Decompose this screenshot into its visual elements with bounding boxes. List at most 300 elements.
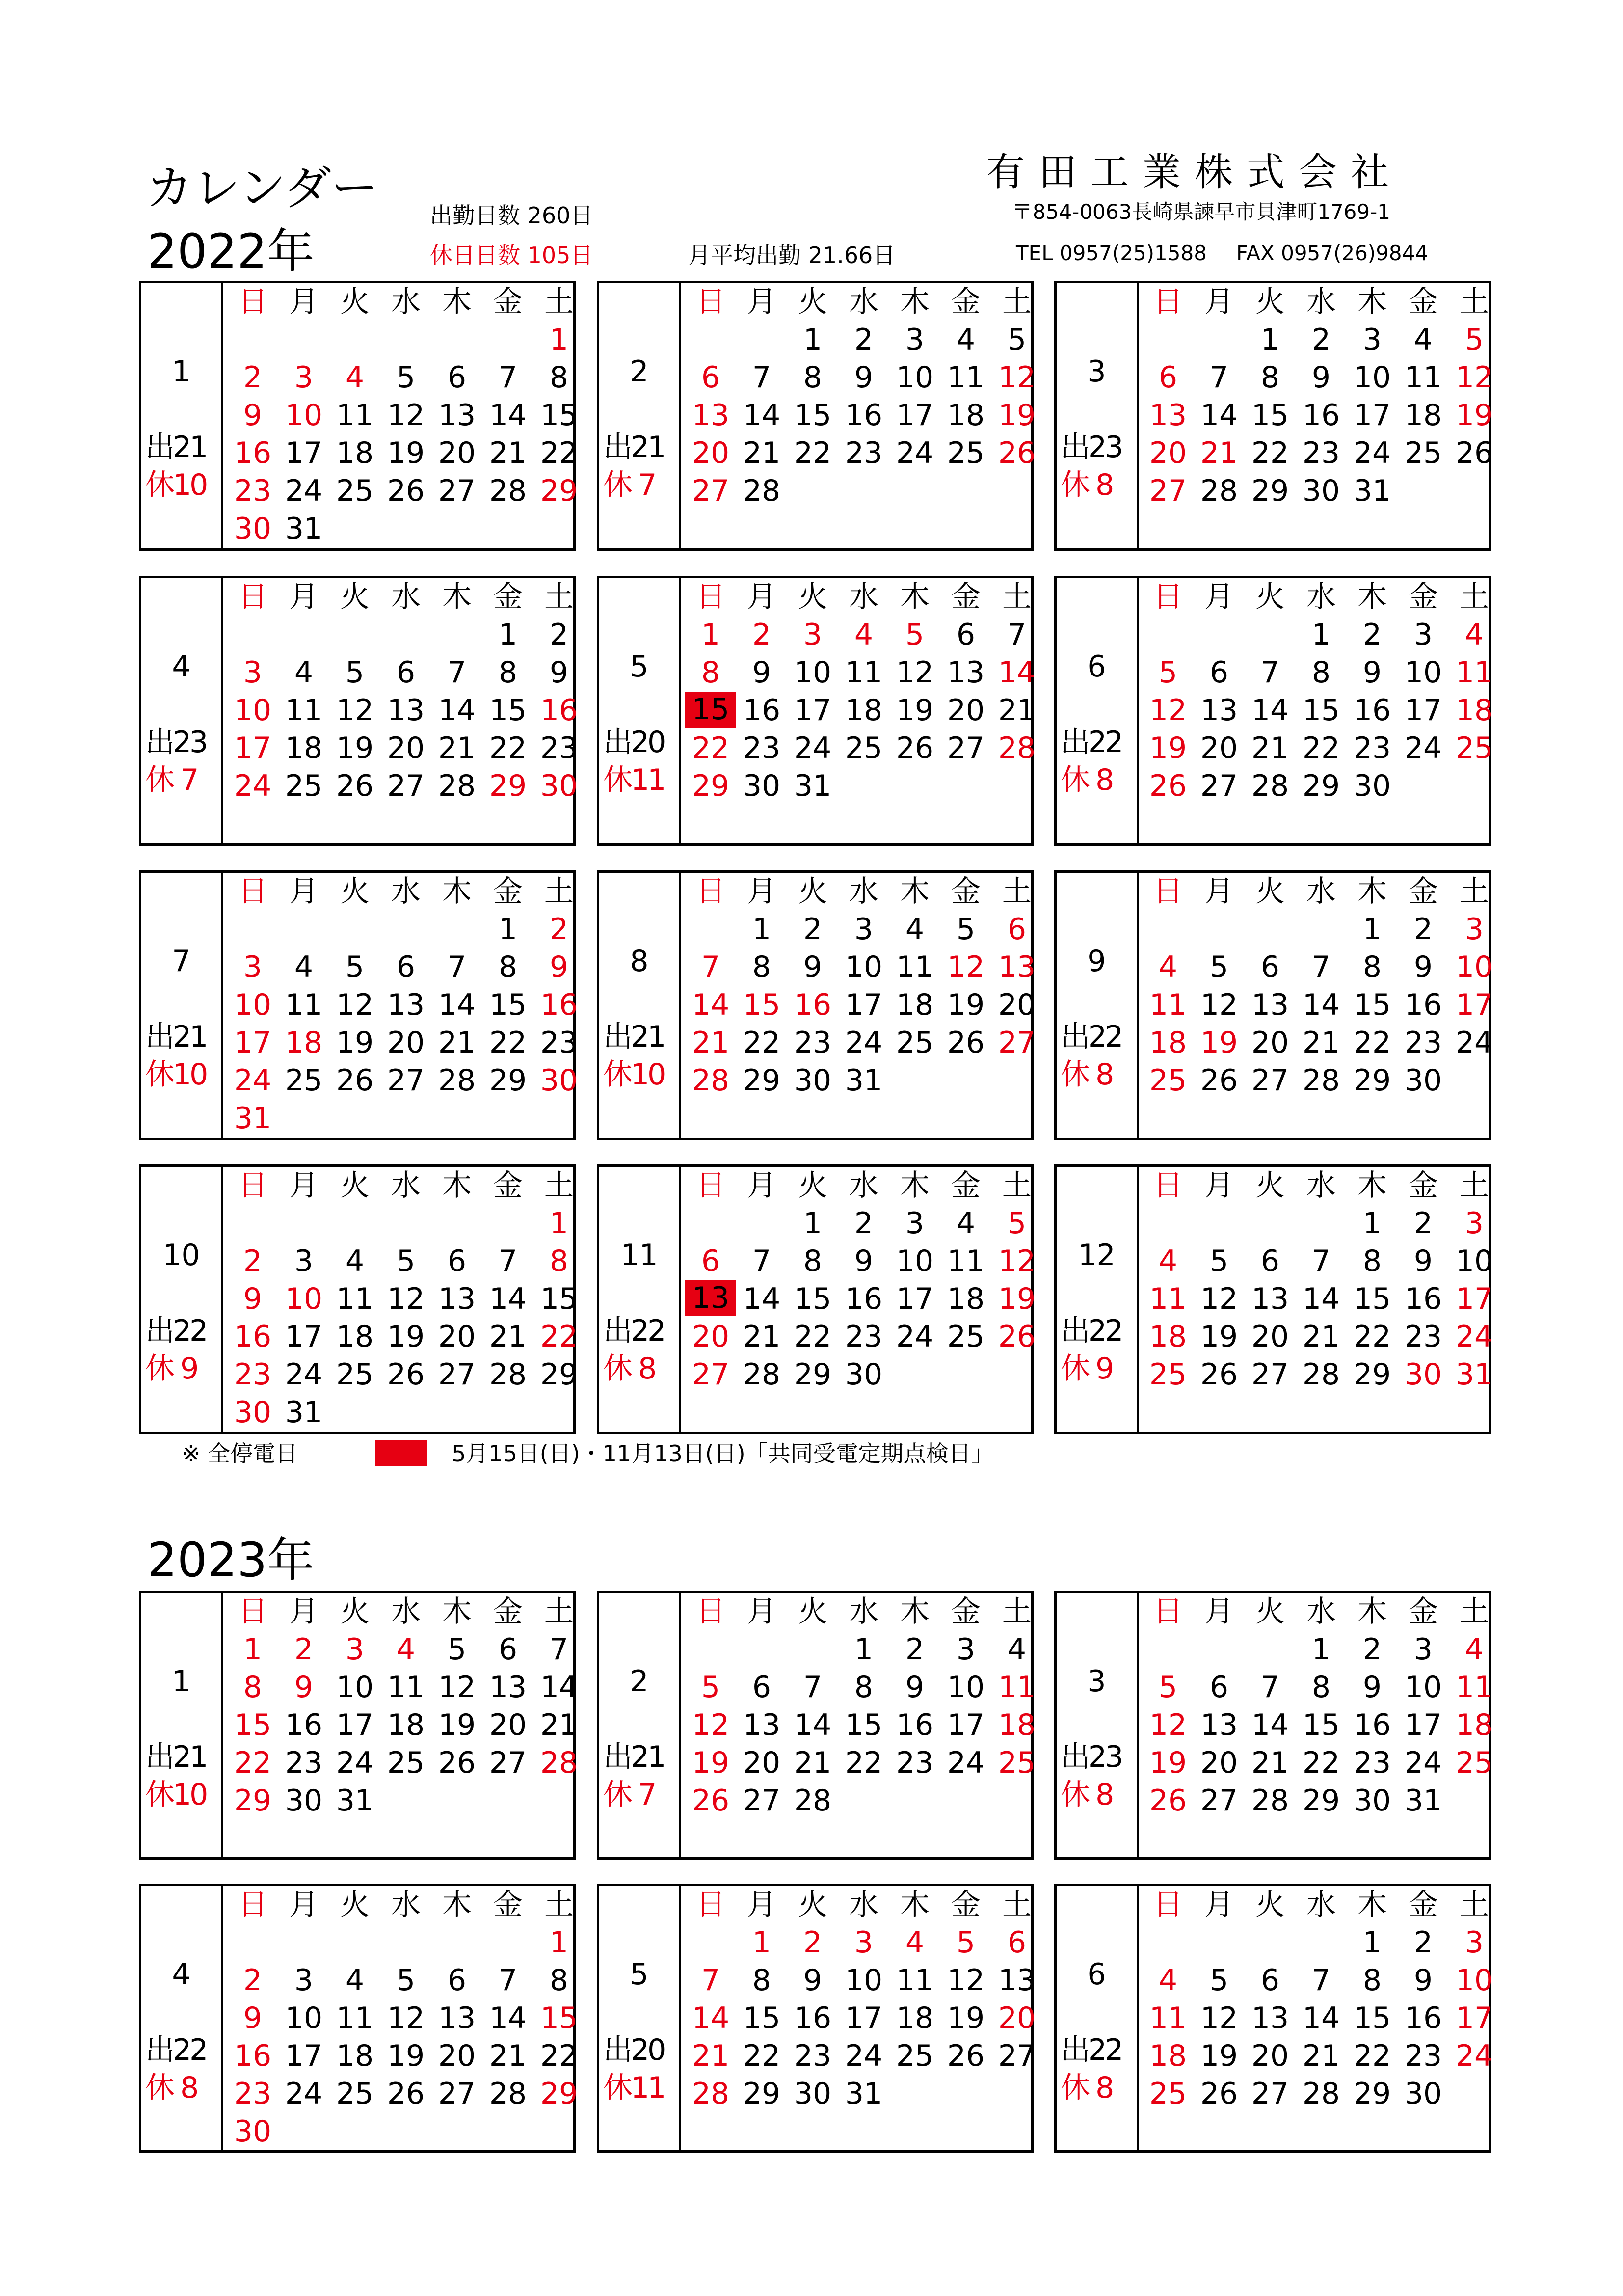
weekday-header: 日	[238, 1594, 267, 1629]
day-cell: 22	[540, 436, 578, 470]
day-cell: 21	[1302, 1026, 1340, 1060]
day-cell: 13	[438, 1282, 476, 1316]
day-cell: 31	[234, 1101, 272, 1135]
day-cell: 15	[1251, 398, 1289, 432]
day-cell: 19	[1455, 398, 1493, 432]
day-cell: 20	[1200, 1746, 1238, 1780]
day-cell: 25	[998, 1746, 1036, 1780]
day-cell: 21	[794, 1746, 832, 1780]
day-cell: 30	[540, 769, 578, 803]
day-cell: 10	[947, 1670, 985, 1704]
month-off-days: 休 8	[145, 2071, 197, 2105]
day-cell: 12	[947, 1963, 985, 1998]
day-cell: 15	[794, 398, 832, 432]
day-cell: 6	[701, 1244, 720, 1278]
day-cell: 23	[896, 1746, 934, 1780]
day-cell: 28	[692, 1063, 730, 1098]
day-cell: 20	[438, 1320, 476, 1354]
day-cell: 23	[234, 474, 272, 508]
day-cell: 24	[1455, 1026, 1493, 1060]
day-cell: 19	[336, 1026, 374, 1060]
day-cell: 27	[438, 2077, 476, 2111]
weekday-header: 木	[1357, 285, 1387, 319]
day-cell: 1	[752, 1925, 772, 1960]
day-cell: 26	[336, 769, 374, 803]
month-off-days: 休 8	[603, 1351, 655, 1386]
day-cell: 5	[396, 1244, 416, 1278]
month-divider	[1137, 1167, 1139, 1432]
day-cell: 22	[234, 1746, 272, 1780]
month-work-days: 出21	[145, 430, 207, 464]
month-2023-2	[597, 1591, 1034, 1860]
day-cell: 11	[285, 693, 323, 728]
weekday-header: 水	[849, 1168, 878, 1203]
day-cell: 29	[1302, 1783, 1340, 1818]
month-off-days: 休 8	[1061, 1778, 1113, 1812]
day-cell: 3	[345, 1632, 365, 1667]
weekday-header: 水	[391, 1168, 421, 1203]
day-cell: 11	[1149, 2001, 1187, 2035]
day-cell: 24	[794, 731, 832, 765]
day-cell: 2	[905, 1632, 925, 1667]
day-cell: 28	[438, 769, 476, 803]
day-cell: 12	[1200, 1282, 1238, 1316]
day-cell: 19	[1149, 731, 1187, 765]
day-cell: 19	[387, 436, 425, 470]
month-off-days: 休 9	[145, 1351, 197, 1386]
day-cell: 3	[956, 1632, 976, 1667]
weekday-header: 木	[900, 580, 930, 614]
weekday-header: 水	[849, 874, 878, 909]
month-divider	[679, 283, 681, 548]
weekday-header: 水	[1306, 874, 1336, 909]
day-cell: 3	[854, 1925, 874, 1960]
day-cell: 11	[1149, 988, 1187, 1022]
day-cell: 14	[489, 398, 527, 432]
day-cell: 3	[1413, 1632, 1433, 1667]
day-cell: 9	[803, 1963, 823, 1998]
day-cell: 24	[234, 769, 272, 803]
day-cell: 10	[1455, 1244, 1493, 1278]
day-cell: 30	[285, 1783, 323, 1818]
day-cell: 17	[1404, 1708, 1442, 1742]
day-cell: 14	[743, 398, 781, 432]
weekday-header: 木	[900, 285, 930, 319]
day-cell: 2	[803, 1925, 823, 1960]
day-cell: 22	[1302, 731, 1340, 765]
day-cell: 10	[896, 1244, 934, 1278]
company-name: 有田工業株式会社	[986, 150, 1403, 194]
weekday-header: 日	[238, 1888, 267, 1922]
weekday-header: 火	[1255, 1888, 1285, 1922]
month-work-days: 出22	[603, 1314, 665, 1348]
day-cell: 23	[234, 2077, 272, 2111]
weekday-header: 水	[391, 285, 421, 319]
weekday-header: 木	[1357, 1888, 1387, 1922]
day-cell: 19	[1200, 1026, 1238, 1060]
weekday-header: 金	[951, 1888, 981, 1922]
weekday-header: 月	[1204, 874, 1234, 909]
day-cell: 9	[549, 655, 569, 690]
day-cell: 3	[905, 323, 925, 357]
month-number: 4	[172, 1957, 191, 1992]
day-cell: 28	[489, 1357, 527, 1392]
month-2022-4	[139, 576, 576, 846]
month-divider	[679, 1167, 681, 1432]
day-cell: 25	[387, 1746, 425, 1780]
day-cell: 15	[685, 692, 736, 728]
month-number: 1	[172, 354, 191, 389]
day-cell: 20	[438, 436, 476, 470]
month-off-days: 休11	[603, 763, 665, 797]
month-2022-5	[597, 576, 1034, 846]
day-cell: 19	[387, 1320, 425, 1354]
weekday-header: 日	[1153, 1594, 1183, 1629]
day-cell: 12	[1200, 988, 1238, 1022]
day-cell: 3	[243, 655, 263, 690]
day-cell: 23	[794, 2039, 832, 2073]
day-cell: 26	[1200, 2077, 1238, 2111]
day-cell: 15	[1353, 988, 1391, 1022]
day-cell: 5	[1209, 1963, 1229, 1998]
day-cell: 16	[794, 988, 832, 1022]
day-cell: 5	[345, 950, 365, 984]
day-cell: 28	[489, 474, 527, 508]
day-cell: 7	[447, 655, 467, 690]
day-cell: 22	[1353, 1320, 1391, 1354]
day-cell: 10	[794, 655, 832, 690]
day-cell: 15	[234, 1708, 272, 1742]
day-cell: 7	[1209, 360, 1229, 395]
day-cell: 19	[387, 2039, 425, 2073]
day-cell: 4	[1158, 1963, 1178, 1998]
day-cell: 3	[905, 1206, 925, 1241]
day-cell: 12	[387, 398, 425, 432]
weekday-header: 金	[493, 1168, 523, 1203]
day-cell: 15	[540, 398, 578, 432]
day-cell: 20	[692, 1320, 730, 1354]
day-cell: 24	[285, 1357, 323, 1392]
month-off-days: 休 7	[145, 763, 197, 797]
day-cell: 13	[489, 1670, 527, 1704]
day-cell: 1	[1311, 618, 1331, 652]
day-cell: 6	[396, 655, 416, 690]
day-cell: 29	[743, 2077, 781, 2111]
month-work-days: 出22	[1061, 1020, 1122, 1054]
weekday-header: 水	[1306, 580, 1336, 614]
weekday-header: 金	[493, 580, 523, 614]
day-cell: 18	[336, 2039, 374, 2073]
day-cell: 31	[336, 1783, 374, 1818]
weekday-header: 日	[1153, 285, 1183, 319]
day-cell: 2	[549, 912, 569, 946]
day-cell: 18	[896, 2001, 934, 2035]
day-cell: 4	[956, 323, 976, 357]
day-cell: 1	[803, 1206, 823, 1241]
day-cell: 14	[1302, 988, 1340, 1022]
day-cell: 3	[803, 618, 823, 652]
day-cell: 23	[743, 731, 781, 765]
day-cell: 21	[692, 2039, 730, 2073]
day-cell: 12	[998, 1244, 1036, 1278]
month-divider	[1137, 873, 1139, 1138]
day-cell: 19	[896, 693, 934, 728]
day-cell: 27	[692, 1357, 730, 1392]
day-cell: 6	[1260, 1244, 1280, 1278]
day-cell: 5	[1007, 1206, 1027, 1241]
weekday-header: 木	[442, 1594, 472, 1629]
day-cell: 30	[234, 1395, 272, 1430]
day-cell: 29	[1353, 1357, 1391, 1392]
day-cell: 18	[285, 1026, 323, 1060]
month-number: 12	[1078, 1238, 1116, 1272]
day-cell: 16	[540, 988, 578, 1022]
day-cell: 6	[1260, 1963, 1280, 1998]
day-cell: 10	[845, 1963, 883, 1998]
day-cell: 12	[1149, 1708, 1187, 1742]
weekday-header: 土	[544, 1594, 574, 1629]
day-cell: 5	[1158, 1670, 1178, 1704]
day-cell: 10	[845, 950, 883, 984]
day-cell: 21	[438, 731, 476, 765]
day-cell: 5	[345, 655, 365, 690]
day-cell: 13	[387, 693, 425, 728]
day-cell: 13	[1200, 693, 1238, 728]
day-cell: 5	[396, 1963, 416, 1998]
weekday-header: 火	[1255, 580, 1285, 614]
day-cell: 4	[345, 360, 365, 395]
weekday-header: 火	[798, 1594, 827, 1629]
day-cell: 25	[947, 436, 985, 470]
month-number: 5	[630, 649, 649, 684]
weekday-header: 月	[289, 580, 319, 614]
day-cell: 25	[336, 474, 374, 508]
day-cell: 13	[438, 2001, 476, 2035]
day-cell: 29	[692, 769, 730, 803]
day-cell: 24	[1353, 436, 1391, 470]
day-cell: 17	[285, 436, 323, 470]
day-cell: 25	[1149, 2077, 1187, 2111]
day-cell: 22	[1251, 436, 1289, 470]
weekday-header: 月	[1204, 1594, 1234, 1629]
day-cell: 8	[498, 655, 518, 690]
day-cell: 10	[336, 1670, 374, 1704]
day-cell: 20	[1251, 2039, 1289, 2073]
day-cell: 4	[1007, 1632, 1027, 1667]
day-cell: 28	[1251, 1783, 1289, 1818]
day-cell: 12	[336, 988, 374, 1022]
day-cell: 19	[947, 988, 985, 1022]
day-cell: 26	[998, 436, 1036, 470]
day-cell: 2	[1362, 618, 1382, 652]
day-cell: 3	[243, 950, 263, 984]
day-cell: 30	[1404, 1357, 1442, 1392]
day-cell: 10	[1404, 1670, 1442, 1704]
day-cell: 17	[285, 2039, 323, 2073]
day-cell: 6	[752, 1670, 772, 1704]
day-cell: 11	[896, 950, 934, 984]
weekday-header: 火	[1255, 1168, 1285, 1203]
day-cell: 22	[1302, 1746, 1340, 1780]
month-number: 7	[172, 944, 191, 978]
day-cell: 14	[1200, 398, 1238, 432]
month-off-days: 休 8	[1061, 763, 1113, 797]
day-cell: 11	[845, 655, 883, 690]
day-cell: 14	[540, 1670, 578, 1704]
day-cell: 16	[1404, 1282, 1442, 1316]
day-cell: 22	[540, 2039, 578, 2073]
day-cell: 7	[498, 1244, 518, 1278]
day-cell: 11	[336, 2001, 374, 2035]
day-cell: 25	[896, 1026, 934, 1060]
weekday-header: 月	[747, 580, 776, 614]
month-2023-3	[1054, 1591, 1491, 1860]
month-number: 9	[1087, 944, 1106, 978]
day-cell: 5	[1209, 950, 1229, 984]
day-cell: 7	[498, 1963, 518, 1998]
day-cell: 5	[701, 1670, 720, 1704]
day-cell: 12	[1200, 2001, 1238, 2035]
day-cell: 13	[998, 1963, 1036, 1998]
day-cell: 3	[1413, 618, 1433, 652]
day-cell: 13	[947, 655, 985, 690]
day-cell: 21	[1302, 1320, 1340, 1354]
day-cell: 3	[1464, 1925, 1484, 1960]
month-divider	[221, 1886, 223, 2150]
day-cell: 11	[1455, 655, 1493, 690]
weekday-header: 水	[849, 1594, 878, 1629]
day-cell: 6	[1260, 950, 1280, 984]
off-days-total: 休日日数 105日	[430, 242, 593, 269]
day-cell: 19	[1200, 1320, 1238, 1354]
weekday-header: 土	[1460, 1594, 1489, 1629]
day-cell: 25	[1404, 436, 1442, 470]
day-cell: 2	[1413, 912, 1433, 946]
month-2023-4	[139, 1884, 576, 2153]
day-cell: 19	[692, 1746, 730, 1780]
day-cell: 6	[447, 360, 467, 395]
day-cell: 30	[1353, 769, 1391, 803]
weekday-header: 土	[1002, 580, 1032, 614]
day-cell: 8	[854, 1670, 874, 1704]
monthly-average: 月平均出勤 21.66日	[688, 242, 896, 269]
day-cell: 7	[752, 360, 772, 395]
day-cell: 1	[549, 1206, 569, 1241]
day-cell: 9	[1413, 1244, 1433, 1278]
day-cell: 26	[387, 2077, 425, 2111]
month-off-days: 休 8	[1061, 1057, 1113, 1092]
day-cell: 7	[752, 1244, 772, 1278]
day-cell: 20	[387, 1026, 425, 1060]
day-cell: 27	[387, 769, 425, 803]
day-cell: 9	[1413, 950, 1433, 984]
day-cell: 14	[1302, 2001, 1340, 2035]
weekday-header: 木	[1357, 874, 1387, 909]
day-cell: 16	[285, 1708, 323, 1742]
weekday-header: 水	[849, 580, 878, 614]
day-cell: 18	[387, 1708, 425, 1742]
day-cell: 7	[1311, 1244, 1331, 1278]
month-2022-12	[1054, 1164, 1491, 1434]
day-cell: 19	[1149, 1746, 1187, 1780]
day-cell: 25	[1455, 1746, 1493, 1780]
day-cell: 31	[794, 769, 832, 803]
day-cell: 31	[1404, 1783, 1442, 1818]
year-2023-heading: 2023年	[147, 1533, 315, 1588]
month-off-days: 休 7	[603, 468, 655, 502]
day-cell: 6	[447, 1963, 467, 1998]
day-cell: 22	[794, 436, 832, 470]
day-cell: 9	[549, 950, 569, 984]
day-cell: 24	[285, 2077, 323, 2111]
day-cell: 15	[489, 988, 527, 1022]
day-cell: 2	[854, 323, 874, 357]
day-cell: 9	[854, 1244, 874, 1278]
weekday-header: 水	[1306, 1888, 1336, 1922]
day-cell: 29	[1353, 2077, 1391, 2111]
weekday-header: 土	[1002, 285, 1032, 319]
day-cell: 13	[998, 950, 1036, 984]
weekday-header: 火	[1255, 1594, 1285, 1629]
weekday-header: 日	[1153, 1168, 1183, 1203]
day-cell: 28	[1302, 1063, 1340, 1098]
day-cell: 8	[1311, 655, 1331, 690]
weekday-header: 月	[1204, 1888, 1234, 1922]
day-cell: 30	[794, 2077, 832, 2111]
day-cell: 8	[1362, 1963, 1382, 1998]
day-cell: 12	[896, 655, 934, 690]
day-cell: 23	[794, 1026, 832, 1060]
weekday-header: 水	[1306, 1594, 1336, 1629]
day-cell: 18	[1149, 1026, 1187, 1060]
day-cell: 8	[498, 950, 518, 984]
weekday-header: 月	[289, 874, 319, 909]
day-cell: 21	[692, 1026, 730, 1060]
month-work-days: 出21	[145, 1740, 207, 1774]
day-cell: 24	[1455, 2039, 1493, 2073]
day-cell: 8	[752, 950, 772, 984]
day-cell: 26	[1200, 1357, 1238, 1392]
day-cell: 29	[1251, 474, 1289, 508]
month-number: 2	[630, 354, 649, 389]
month-number: 2	[630, 1664, 649, 1699]
day-cell: 12	[387, 2001, 425, 2035]
day-cell: 23	[845, 1320, 883, 1354]
day-cell: 11	[896, 1963, 934, 1998]
day-cell: 12	[336, 693, 374, 728]
weekday-header: 金	[1409, 285, 1438, 319]
day-cell: 8	[1311, 1670, 1331, 1704]
weekday-header: 火	[798, 1888, 827, 1922]
day-cell: 12	[692, 1708, 730, 1742]
day-cell: 15	[1353, 2001, 1391, 2035]
day-cell: 4	[294, 655, 314, 690]
day-cell: 31	[285, 512, 323, 546]
day-cell: 4	[956, 1206, 976, 1241]
company-address: 〒854-0063長崎県諫早市貝津町1769-1	[1012, 200, 1390, 224]
day-cell: 27	[692, 474, 730, 508]
month-off-days: 休 8	[1061, 468, 1113, 502]
weekday-header: 月	[289, 1168, 319, 1203]
day-cell: 27	[1200, 1783, 1238, 1818]
day-cell: 26	[438, 1746, 476, 1780]
weekday-header: 水	[1306, 1168, 1336, 1203]
day-cell: 1	[243, 1632, 263, 1667]
weekday-header: 土	[1460, 285, 1489, 319]
month-divider	[221, 283, 223, 548]
day-cell: 12	[1149, 693, 1187, 728]
month-2023-1	[139, 1591, 576, 1860]
